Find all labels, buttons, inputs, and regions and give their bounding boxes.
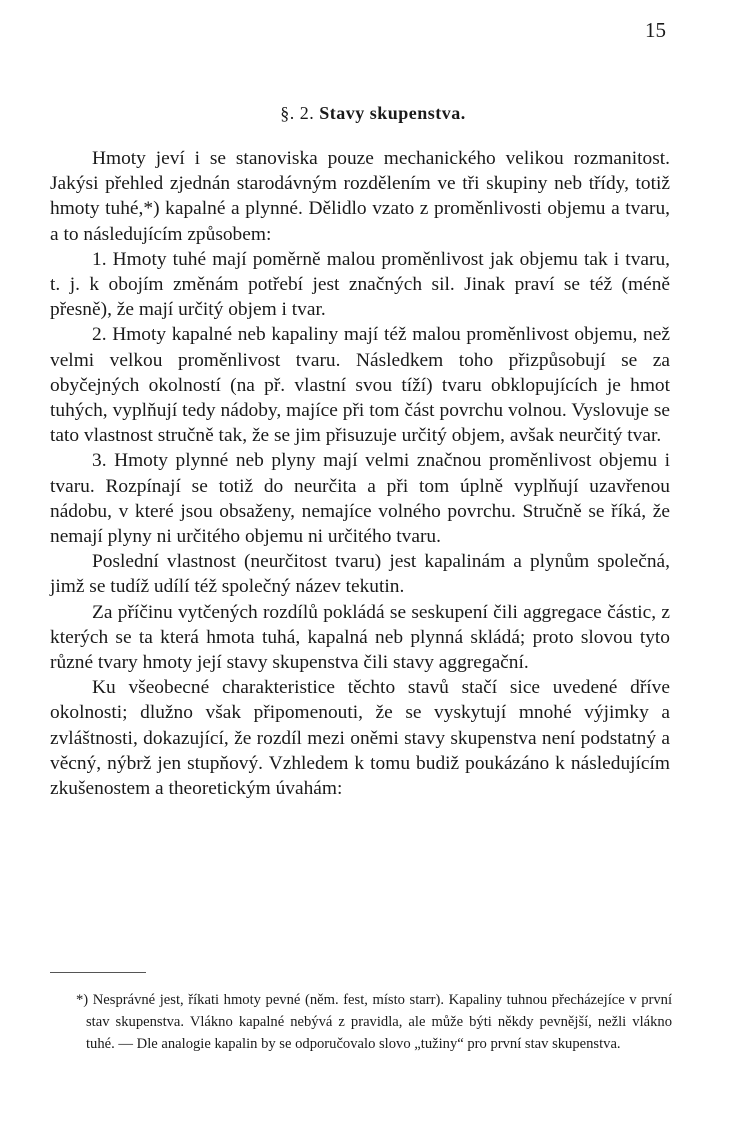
paragraph-intro: Hmoty jeví i se stanoviska pouze mechanického velikou rozmanitost. Jakýsi přehled zjednán starodávným rozdělením ve tři skupiny neb třídy, totiž hmoty tuhé,*) kapalné a plynné. Dělidlo vzato z proměnlivosti objemu a tvaru, a to následujícím způsobem:: [50, 148, 670, 245]
footnote-divider: [50, 972, 146, 973]
paragraph-fluids: Poslední vlastnost (neurčitost tvaru) jest kapalinám a plynům společná, jimž se tudíž udílí též společný název tekutin.: [50, 551, 670, 598]
footnotes: [76, 990, 672, 1055]
paragraph-aggregation: Za příčinu vytčených rozdílů pokládá se seskupení čili aggregace částic, z kterých se ta která hmota tuhá, kapalná neb plynná skládá; proto slovou tyto různé tvary hmoty její stavy skupenstva čili stavy aggregační.: [50, 601, 670, 674]
section-title: Stavy skupenstva.: [319, 103, 466, 123]
paragraph-liquids: 2. Hmoty kapalné neb kapaliny mají též malou proměnlivost objemu, než velmi velkou proměnlivost tvaru. Následkem toho přizpůsobují se za obyčejných okolností (na př. vlastní svou tíží) tvaru obklopujících je hmot tuhých, vyplňují tedy nádoby, majíce při tom část povrchu volnou. Vyslovuje se tato vlastnost stručně tak, že se jim přisuzuje určitý objem, avšak neurčitý tvar.: [50, 324, 670, 447]
section-heading: [0, 103, 746, 124]
body-text: [50, 146, 670, 801]
page-number: 15: [645, 18, 666, 42]
paragraph-solids: 1. Hmoty tuhé mají poměrně malou proměnlivost jak objemu tak i tvaru, t. j. k obojím změnám potřebí jest značných sil. Jinak praví se též (méně přesně), že mají určitý objem i tvar.: [50, 248, 670, 321]
paragraph-characteristics: Ku všeobecné charakteristice těchto stavů stačí sice uvedené dříve okolnosti; dlužno však připomenouti, že se vyskytují mnohé výjimky a zvláštnosti, dokazující, že rozdíl mezi oněmi stavy skupenstva není podstatný a věcný, nýbrž jen stupňový. Vzhledem k tomu budiž poukázáno k následujícím zkušenostem a theoretickým úvahám:: [50, 677, 670, 800]
section-number: §. 2.: [280, 103, 315, 123]
footnote: *) Nesprávné jest, říkati hmoty pevné (něm. fest, místo starr). Kapaliny tuhnou přecházejíce v první stav skupenstva. Vlákno kapalné nebývá z pravidla, ale může býti někdy pevnější, nežli vlákno tuhé. — Dle analogie kapalin by se odporučovalo slovo „tužiny“ pro první stav skupenstva.: [76, 992, 672, 1052]
paragraph-gases: 3. Hmoty plynné neb plyny mají velmi značnou proměnlivost objemu i tvaru. Rozpínají se totiž do neurčita a při tom úplně vyplňují uzavřenou nádobu, v které jsou obsaženy, nemajíce volného povrchu. Stručně se říká, že nemají plyny ni určitého objemu ni určitého tvaru.: [50, 450, 670, 548]
